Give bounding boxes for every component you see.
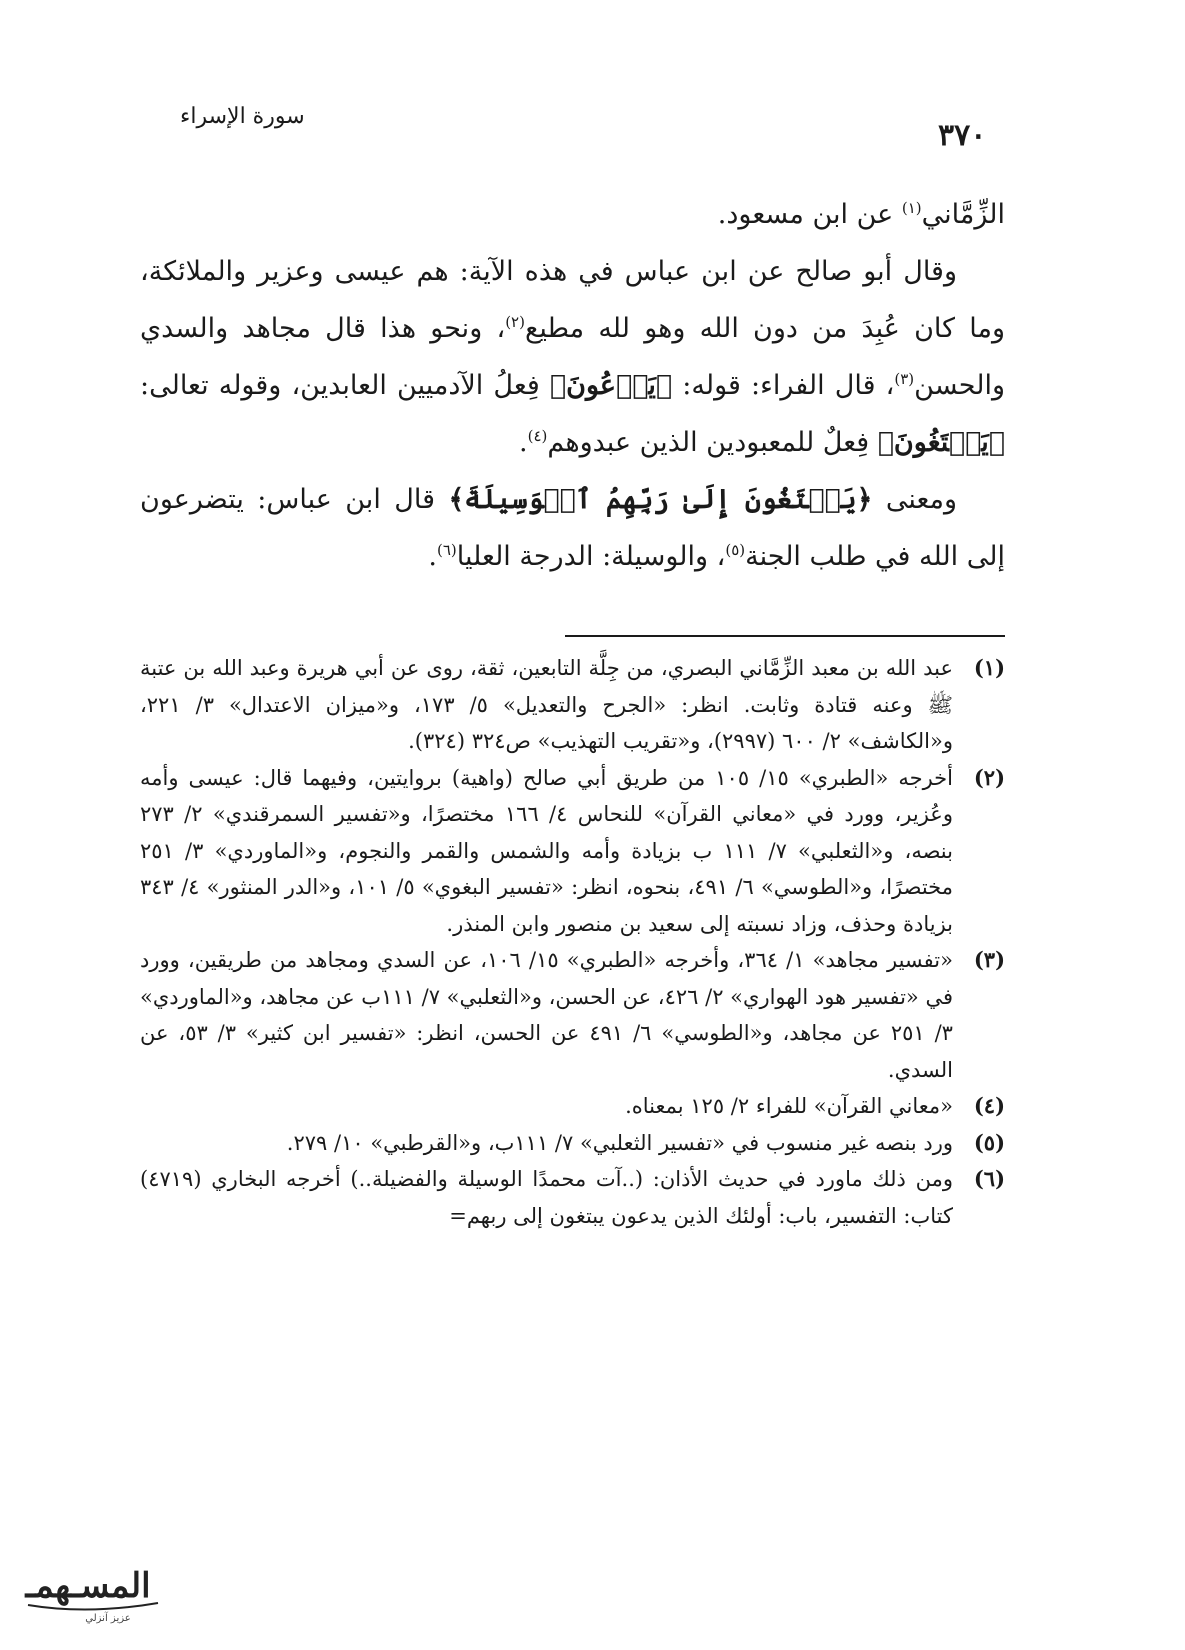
footnote-separator [565,635,1005,637]
footnote-number: (٥) [973,1129,1005,1155]
text-span: قال ابن عباس: يتضرعون إلى الله في طلب الجنة [140,484,1005,572]
footnote-text: «معاني القرآن» للفراء ٢/ ١٢٥ بمعناه. [625,1094,953,1118]
footnote-ref-4: (٤) [527,427,548,445]
footnote-ref-3: (٣) [894,370,915,388]
text-span: ومعنى [872,484,957,515]
footnote-number: (١) [973,655,1005,680]
footnote-1 [140,650,1005,760]
footnote-3 [140,942,1005,1088]
text-span: فِعلٌ للمعبودين الذين عبدوهم [547,427,878,458]
footnote-text: ورد بنصه غير منسوب في «تفسير الثعلبي» ٧/ ١١١ب، و«القرطبي» ١٠/ ٢٧٩. [286,1130,953,1155]
footnote-number: (٦) [973,1166,1005,1191]
page-number: ٣٧٠ [938,118,987,153]
footnote-ref-5: (٥) [725,541,746,559]
footnote-text: أخرجه «الطبري» ١٥/ ١٠٥ من طريق أبي صالح (واهية) بروايتين، وفيهما قال: عيسى وأمه وعُزير، وورد في «معاني القرآن» للنحاس ٤/ ١٦٦ مختصرًا، و«تفسير السمرقندي» ٢/ ٢٧٣ بنصه، و«الثعلبي» ٧/ ١١١ ب بزيادة وأمه والشمس والقمر والنجوم، و«الماوردي» ٣/ ٢٥١ مختصرًا، و«الطوسي» ٦/ ٤٩١، بنحوه، انظر: «تفسير البغوي» ٥/ ١٠١، و«الدر المنثور» ٤/ ٣٤٣ بزيادة وحذف، وزاد نسبته إلى سعيد بن منصور وابن المنذر. [140,765,953,936]
footnote-ref-1: (١) [901,199,922,217]
footnote-ref-6: (٦) [436,541,457,559]
footnote-text: «تفسير مجاهد» ١/ ٣٦٤، وأخرجه «الطبري» ١٥/ ١٠٦، عن السدي ومجاهد من طريقين، وورد في «تفسير هود الهواري» ٢/ ٤٢٦، عن الحسن، و«الثعلبي» ٧/ ١١١ب عن مجاهد، و«الماوردي» ٣/ ٢٥١ عن مجاهد، و«الطوسي» ٦/ ٤٩١ عن الحسن، انظر: «تفسير ابن كثير» ٣/ ٥٣، عن السدي. [140,948,953,1082]
stamp-lettering: المسـهمـ [25,1566,151,1606]
text-span: . [519,427,528,458]
footnote-number: (٣) [973,947,1005,972]
text-span: فِعلُ الآدميين العابدين، وقوله تعالى: [140,370,550,401]
quran-word: ﴿يَبۡتَغُونَ﴾ [877,427,1005,458]
footnote-4 [140,1088,1005,1125]
quran-word: ﴿يَدۡعُونَ﴾ [549,370,673,401]
quran-verse: ﴿يَبۡتَغُونَ إِلَىٰ رَبِّهِمُ ٱلۡوَسِيلَةَ﴾ [448,484,873,515]
paragraph-1 [140,186,1005,243]
text-span: ، والوسيلة: الدرجة العليا [456,541,726,572]
text-span: ، ونحو هذا قال مجاهد والسدي والحسن [140,313,1005,401]
text-span: وقال أبو صالح عن ابن عباس في هذه الآية: هم عيسى وعزير والملائكة، وما كان عُبِدَ من دون الله وهو لله مطيع [140,256,1005,344]
footnote-text: عبد الله بن معبد الزِّمَّاني البصري، من جِلَّة التابعين، ثقة، روى عن أبي هريرة وعبد الله بن عتبة ﷺ وعنه قتادة وثابت. انظر: «الجرح والتعديل» ٥/ ١٧٣، و«ميزان الاعتدال» ٣/ ٢٢١، و«الكاشف» ٢/ ٦٠٠ (٢٩٩٧)، و«تقريب التهذيب» ص٣٢٤ (٣٢٤). [140,656,953,753]
text-span: . [428,541,437,572]
running-title: سورة الإسراء [180,104,305,129]
footnote-number: (٢) [973,764,1005,790]
library-stamp-logo [8,1555,168,1633]
footnotes [140,650,1005,1234]
footnote-5 [140,1125,1005,1162]
footnote-ref-2: (٢) [505,313,525,331]
stamp-subtext: عزيز آنزلي [85,1613,131,1624]
footnote-number: (٤) [973,1093,1005,1118]
text-span: ، قال الفراء: قوله: [672,370,895,401]
paragraph-2 [140,243,1005,471]
text-span: عن ابن مسعود. [717,199,902,230]
footnote-text: ومن ذلك ماورد في حديث الأذان: (..آت محمدًا الوسيلة والفضيلة..) أخرجه البخاري (٤٧١٩) كتاب: التفسير، باب: أولئك الذين يدعون يبتغون إلى ربهم= [140,1167,953,1228]
footnote-2 [140,760,1005,943]
footnote-6 [140,1161,1005,1234]
paragraph-3 [140,471,1005,585]
main-text [140,186,1005,585]
text-span: الزِّمَّاني [921,199,1005,230]
